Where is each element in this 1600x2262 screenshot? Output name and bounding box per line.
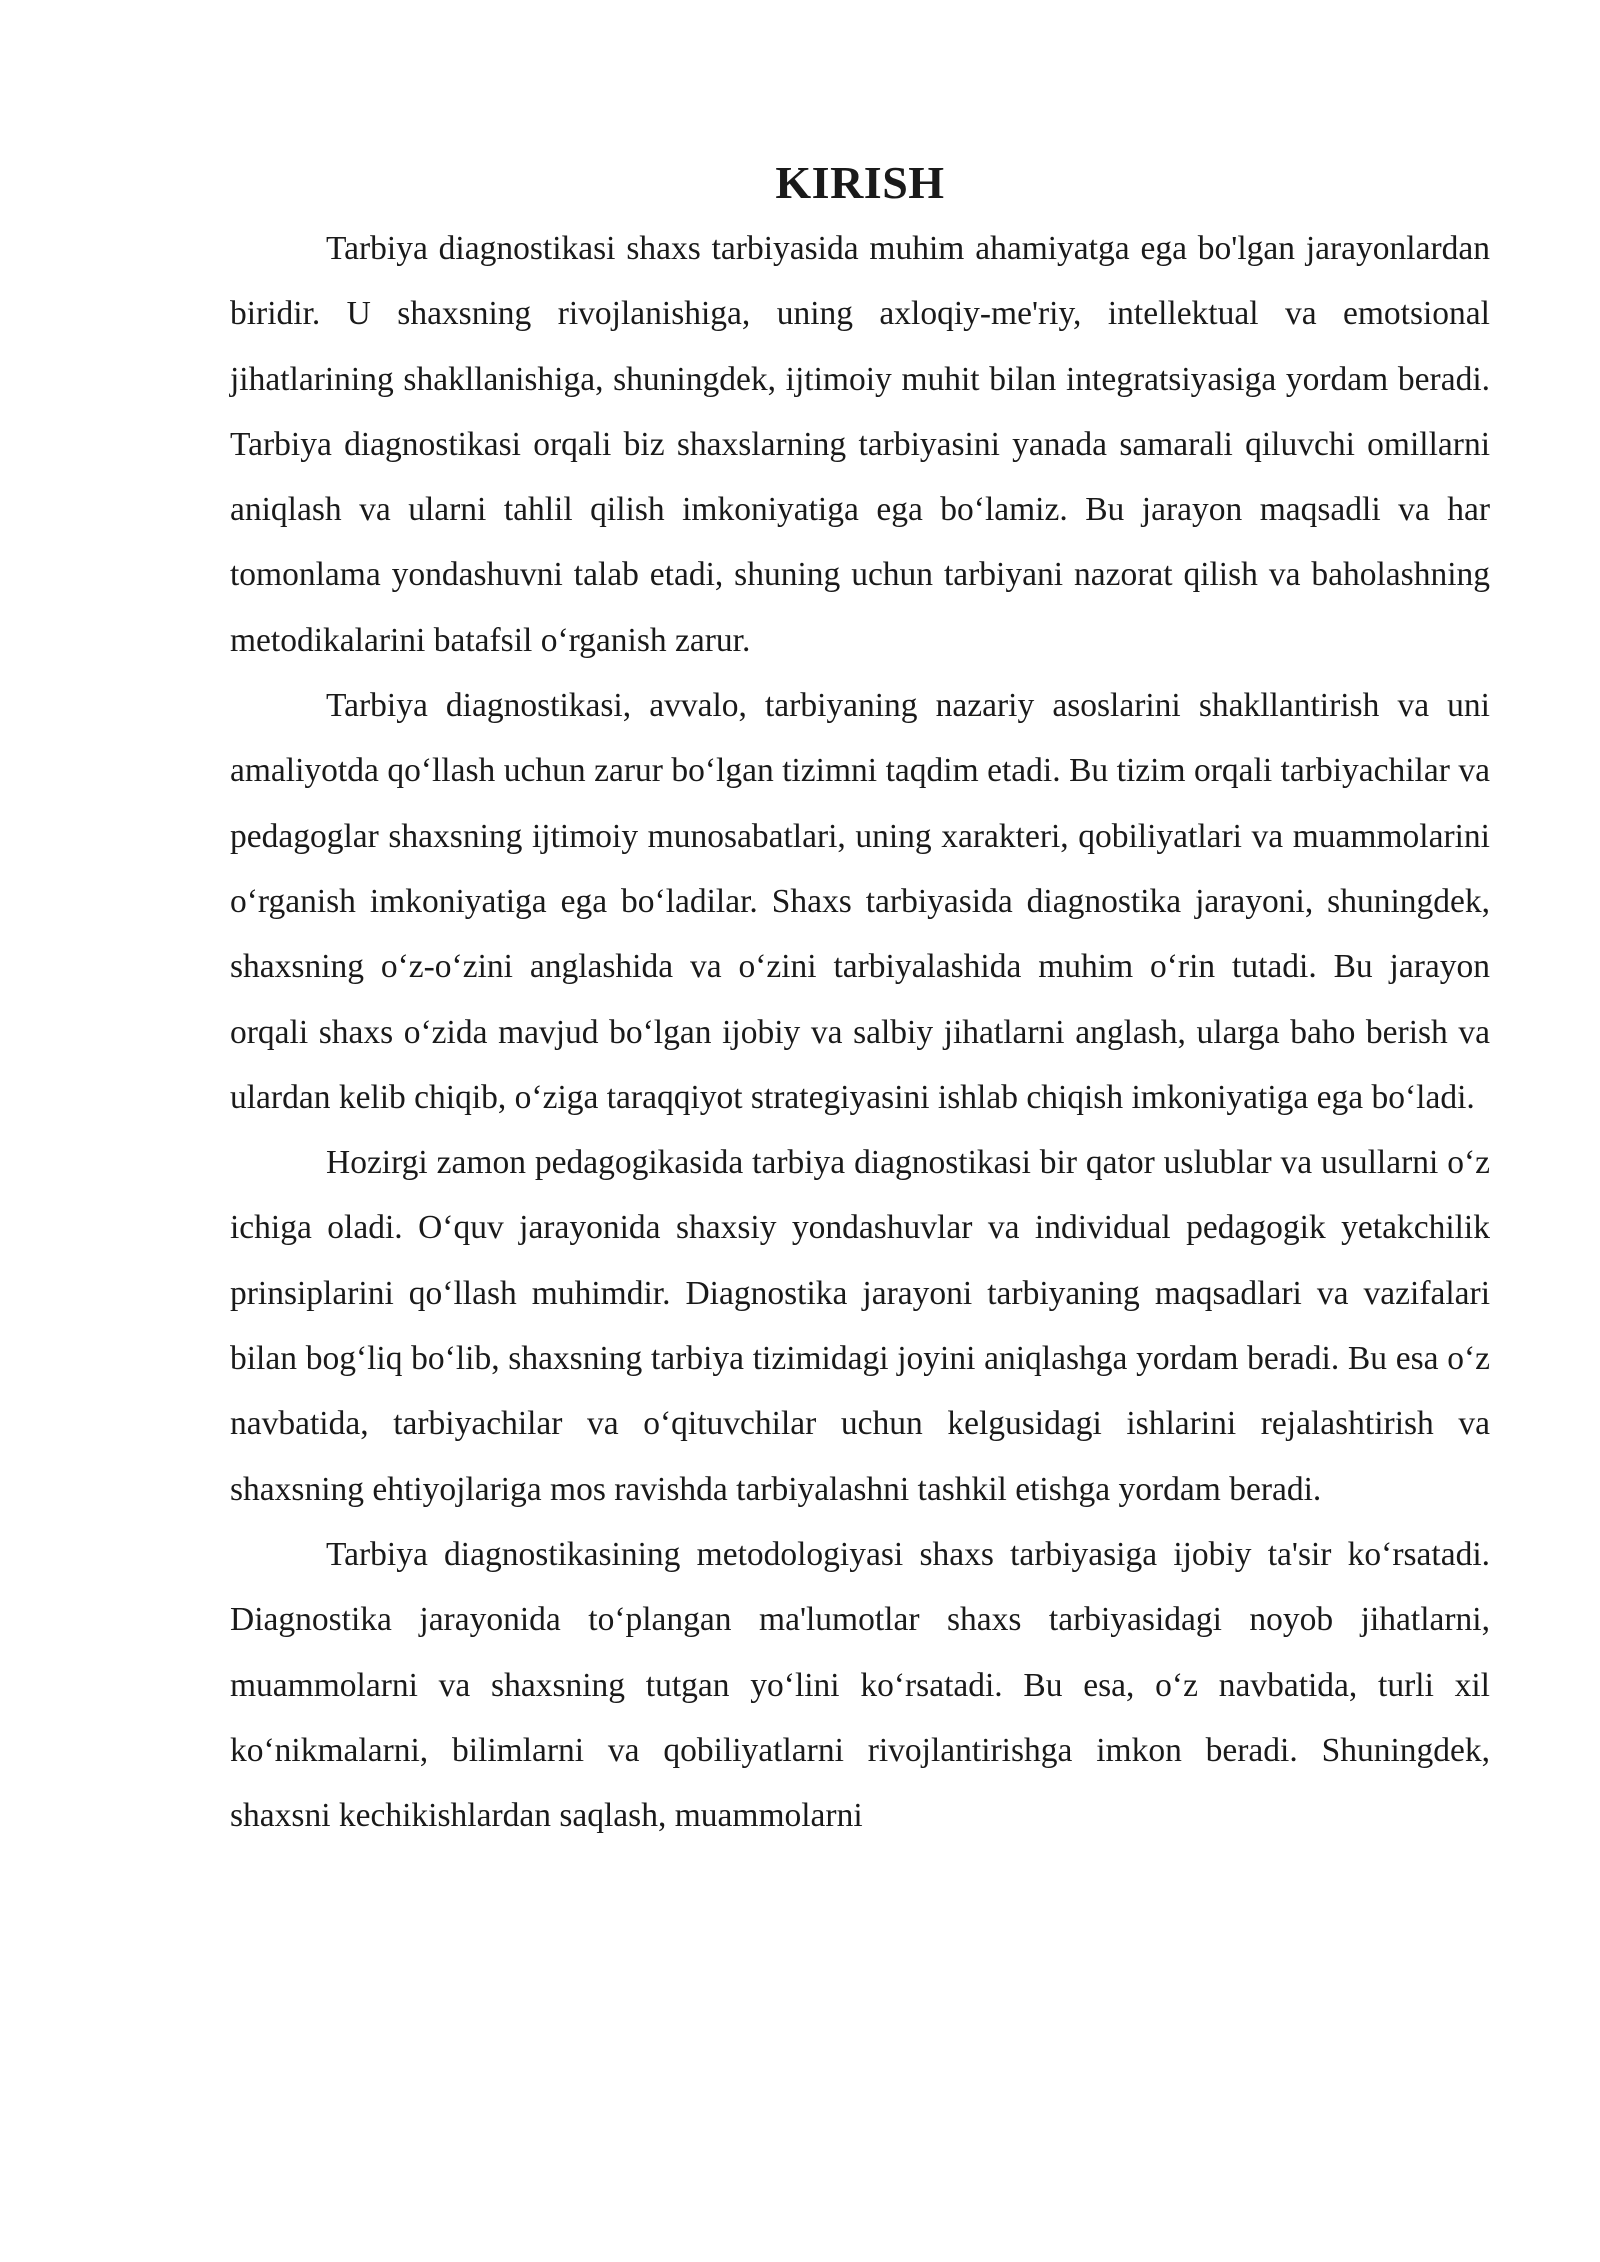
page-title: KIRISH xyxy=(775,157,945,208)
paragraph-1: Tarbiya diagnostikasi shaxs tarbiyasida muhim ahamiyatga ega bo'lgan jarayonlardan biridir. U shaxsning rivojlanishiga, uning axloqiy-me'riy, intellektual va emotsional jihatlarining shakllanishiga, shuningdek, ijtimoiy muhit bilan integratsiyasiga yordam beradi. Tarbiya diagnostikasi orqali biz shaxslarning tarbiyasini yanada samarali qiluvchi omillarni aniqlash va ularni tahlil qilish imkoniyatiga ega bo‘lamiz. Bu jarayon maqsadli va har tomonlama yondashuvni talab etadi, shuning uchun tarbiyani nazorat qilish va baholashning metodikalarini batafsil o‘rganish zarur. xyxy=(230,230,1490,659)
paragraph-3: Hozirgi zamon pedagogikasida tarbiya diagnostikasi bir qator uslublar va usullarni o‘z ichiga oladi. O‘quv jarayonida shaxsiy yondashuvlar va individual pedagogik yetakchilik prinsiplarini qo‘llash muhimdir. Diagnostika jarayoni tarbiyaning maqsadlari va vazifalari bilan bog‘liq bo‘lib, shaxsning tarbiya tizimidagi joyini aniqlashga yordam beradi. Bu esa o‘z navbatida, tarbiyachilar va o‘qituvchilar uchun kelgusidagi ishlarini rejalashtirish va shaxsning ehtiyojlariga mos ravishda tarbiyalashni tashkil etishga yordam beradi. xyxy=(230,1144,1490,1508)
paragraph-2: Tarbiya diagnostikasi, avvalo, tarbiyaning nazariy asoslarini shakllantirish va uni amaliyotda qo‘llash uchun zarur bo‘lgan tizimni taqdim etadi. Bu tizim orqali tarbiyachilar va pedagoglar shaxsning ijtimoiy munosabatlari, uning xarakteri, qobiliyatlari va muammolarini o‘rganish imkoniyatiga ega bo‘ladilar. Shaxs tarbiyasida diagnostika jarayoni, shuningdek, shaxsning o‘z-o‘zini anglashida va o‘zini tarbiyalashida muhim o‘rin tutadi. Bu jarayon orqali shaxs o‘zida mavjud bo‘lgan ijobiy va salbiy jihatlarni anglash, ularga baho berish va ulardan kelib chiqib, o‘ziga taraqqiyot strategiyasini ishlab chiqish imkoniyatiga ega bo‘ladi. xyxy=(230,687,1490,1116)
paragraph-4: Tarbiya diagnostikasining metodologiyasi shaxs tarbiyasiga ijobiy ta'sir ko‘rsatadi. Diagnostika jarayonida to‘plangan ma'lumotlar shaxs tarbiyasidagi noyob jihatlarni, muammolarni va shaxsning tutgan yo‘lini ko‘rsatadi. Bu esa, o‘z navbatida, turli xil ko‘nikmalarni, bilimlarni va qobiliyatlarni rivojlantirishga imkon beradi. Shuningdek, shaxsni kechikishlardan saqlash, muammolarni xyxy=(230,1535,1490,1835)
page-content xyxy=(230,150,1490,1848)
